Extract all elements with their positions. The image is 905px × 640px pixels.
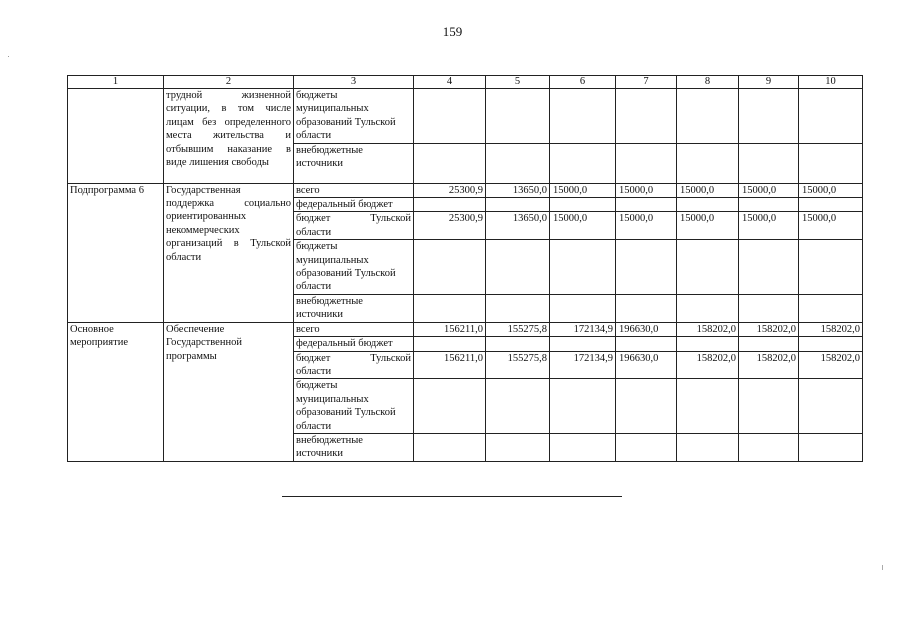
value-cell: 15000,0 <box>799 212 863 240</box>
source-cell: бюджеты муниципальных образований Тульской области <box>294 89 414 144</box>
value-cell: 158202,0 <box>677 322 739 336</box>
value-cell: 15000,0 <box>739 212 799 240</box>
value-cell: 15000,0 <box>550 183 616 197</box>
source-cell: бюджеты муниципальных образований Тульской области <box>294 379 414 434</box>
value-cell: 158202,0 <box>677 351 739 379</box>
source-cell: бюджеты муниципальных образований Тульской области <box>294 240 414 295</box>
value-cell: 158202,0 <box>739 351 799 379</box>
value-cell: 196630,0 <box>616 351 677 379</box>
header-cell: 1 <box>68 76 164 89</box>
page-number: 159 <box>442 24 463 39</box>
header-cell: 7 <box>616 76 677 89</box>
value-cell: 15000,0 <box>739 183 799 197</box>
header-cell: 5 <box>486 76 550 89</box>
source-cell: всего <box>294 183 414 197</box>
program-cell: Подпрограмма 6 <box>68 183 164 322</box>
scan-speck <box>882 565 883 570</box>
value-cell: 156211,0 <box>414 351 486 379</box>
source-cell: внебюджетные источники <box>294 143 414 183</box>
description-cell: Государственная поддержка социально ориентированных некоммерческих организаций в Тульской области <box>164 183 294 322</box>
source-cell: всего <box>294 322 414 336</box>
scan-speck <box>8 56 9 57</box>
header-cell: 4 <box>414 76 486 89</box>
source-cell: бюджет Тульской области <box>294 351 414 379</box>
header-cell: 2 <box>164 76 294 89</box>
source-cell: внебюджетные источники <box>294 294 414 322</box>
table-row <box>68 89 863 144</box>
value-cell: 15000,0 <box>616 212 677 240</box>
header-cell: 8 <box>677 76 739 89</box>
header-cell: 6 <box>550 76 616 89</box>
program-cell <box>68 89 164 184</box>
value-cell: 155275,8 <box>486 351 550 379</box>
header-cell: 9 <box>739 76 799 89</box>
table-row <box>68 183 863 197</box>
header-row <box>68 76 863 89</box>
description-cell: трудной жизненной ситуации, в том числе лицам без определенного места жительства и отбывшим наказание в виде лишения свободы <box>164 89 294 184</box>
source-cell: федеральный бюджет <box>294 198 414 212</box>
value-cell: 13650,0 <box>486 212 550 240</box>
value-cell: 15000,0 <box>677 212 739 240</box>
program-cell: Основное мероприятие <box>68 322 164 461</box>
value-cell: 155275,8 <box>486 322 550 336</box>
value-cell: 158202,0 <box>739 322 799 336</box>
value-cell: 196630,0 <box>616 322 677 336</box>
table-row <box>68 322 863 336</box>
value-cell: 158202,0 <box>799 351 863 379</box>
value-cell: 15000,0 <box>550 212 616 240</box>
source-cell: федеральный бюджет <box>294 337 414 351</box>
description-cell: Обеспечение Государственной программы <box>164 322 294 461</box>
value-cell: 172134,9 <box>550 351 616 379</box>
header-cell: 10 <box>799 76 863 89</box>
financing-table <box>67 75 863 462</box>
header-cell: 3 <box>294 76 414 89</box>
value-cell: 15000,0 <box>799 183 863 197</box>
value-cell: 13650,0 <box>486 183 550 197</box>
value-cell: 158202,0 <box>799 322 863 336</box>
value-cell: 15000,0 <box>677 183 739 197</box>
value-cell: 25300,9 <box>414 183 486 197</box>
source-cell: бюджет Тульской области <box>294 212 414 240</box>
value-cell: 25300,9 <box>414 212 486 240</box>
end-divider-line <box>282 496 622 497</box>
value-cell: 156211,0 <box>414 322 486 336</box>
value-cell: 15000,0 <box>616 183 677 197</box>
source-cell: внебюджетные источники <box>294 433 414 461</box>
value-cell: 172134,9 <box>550 322 616 336</box>
